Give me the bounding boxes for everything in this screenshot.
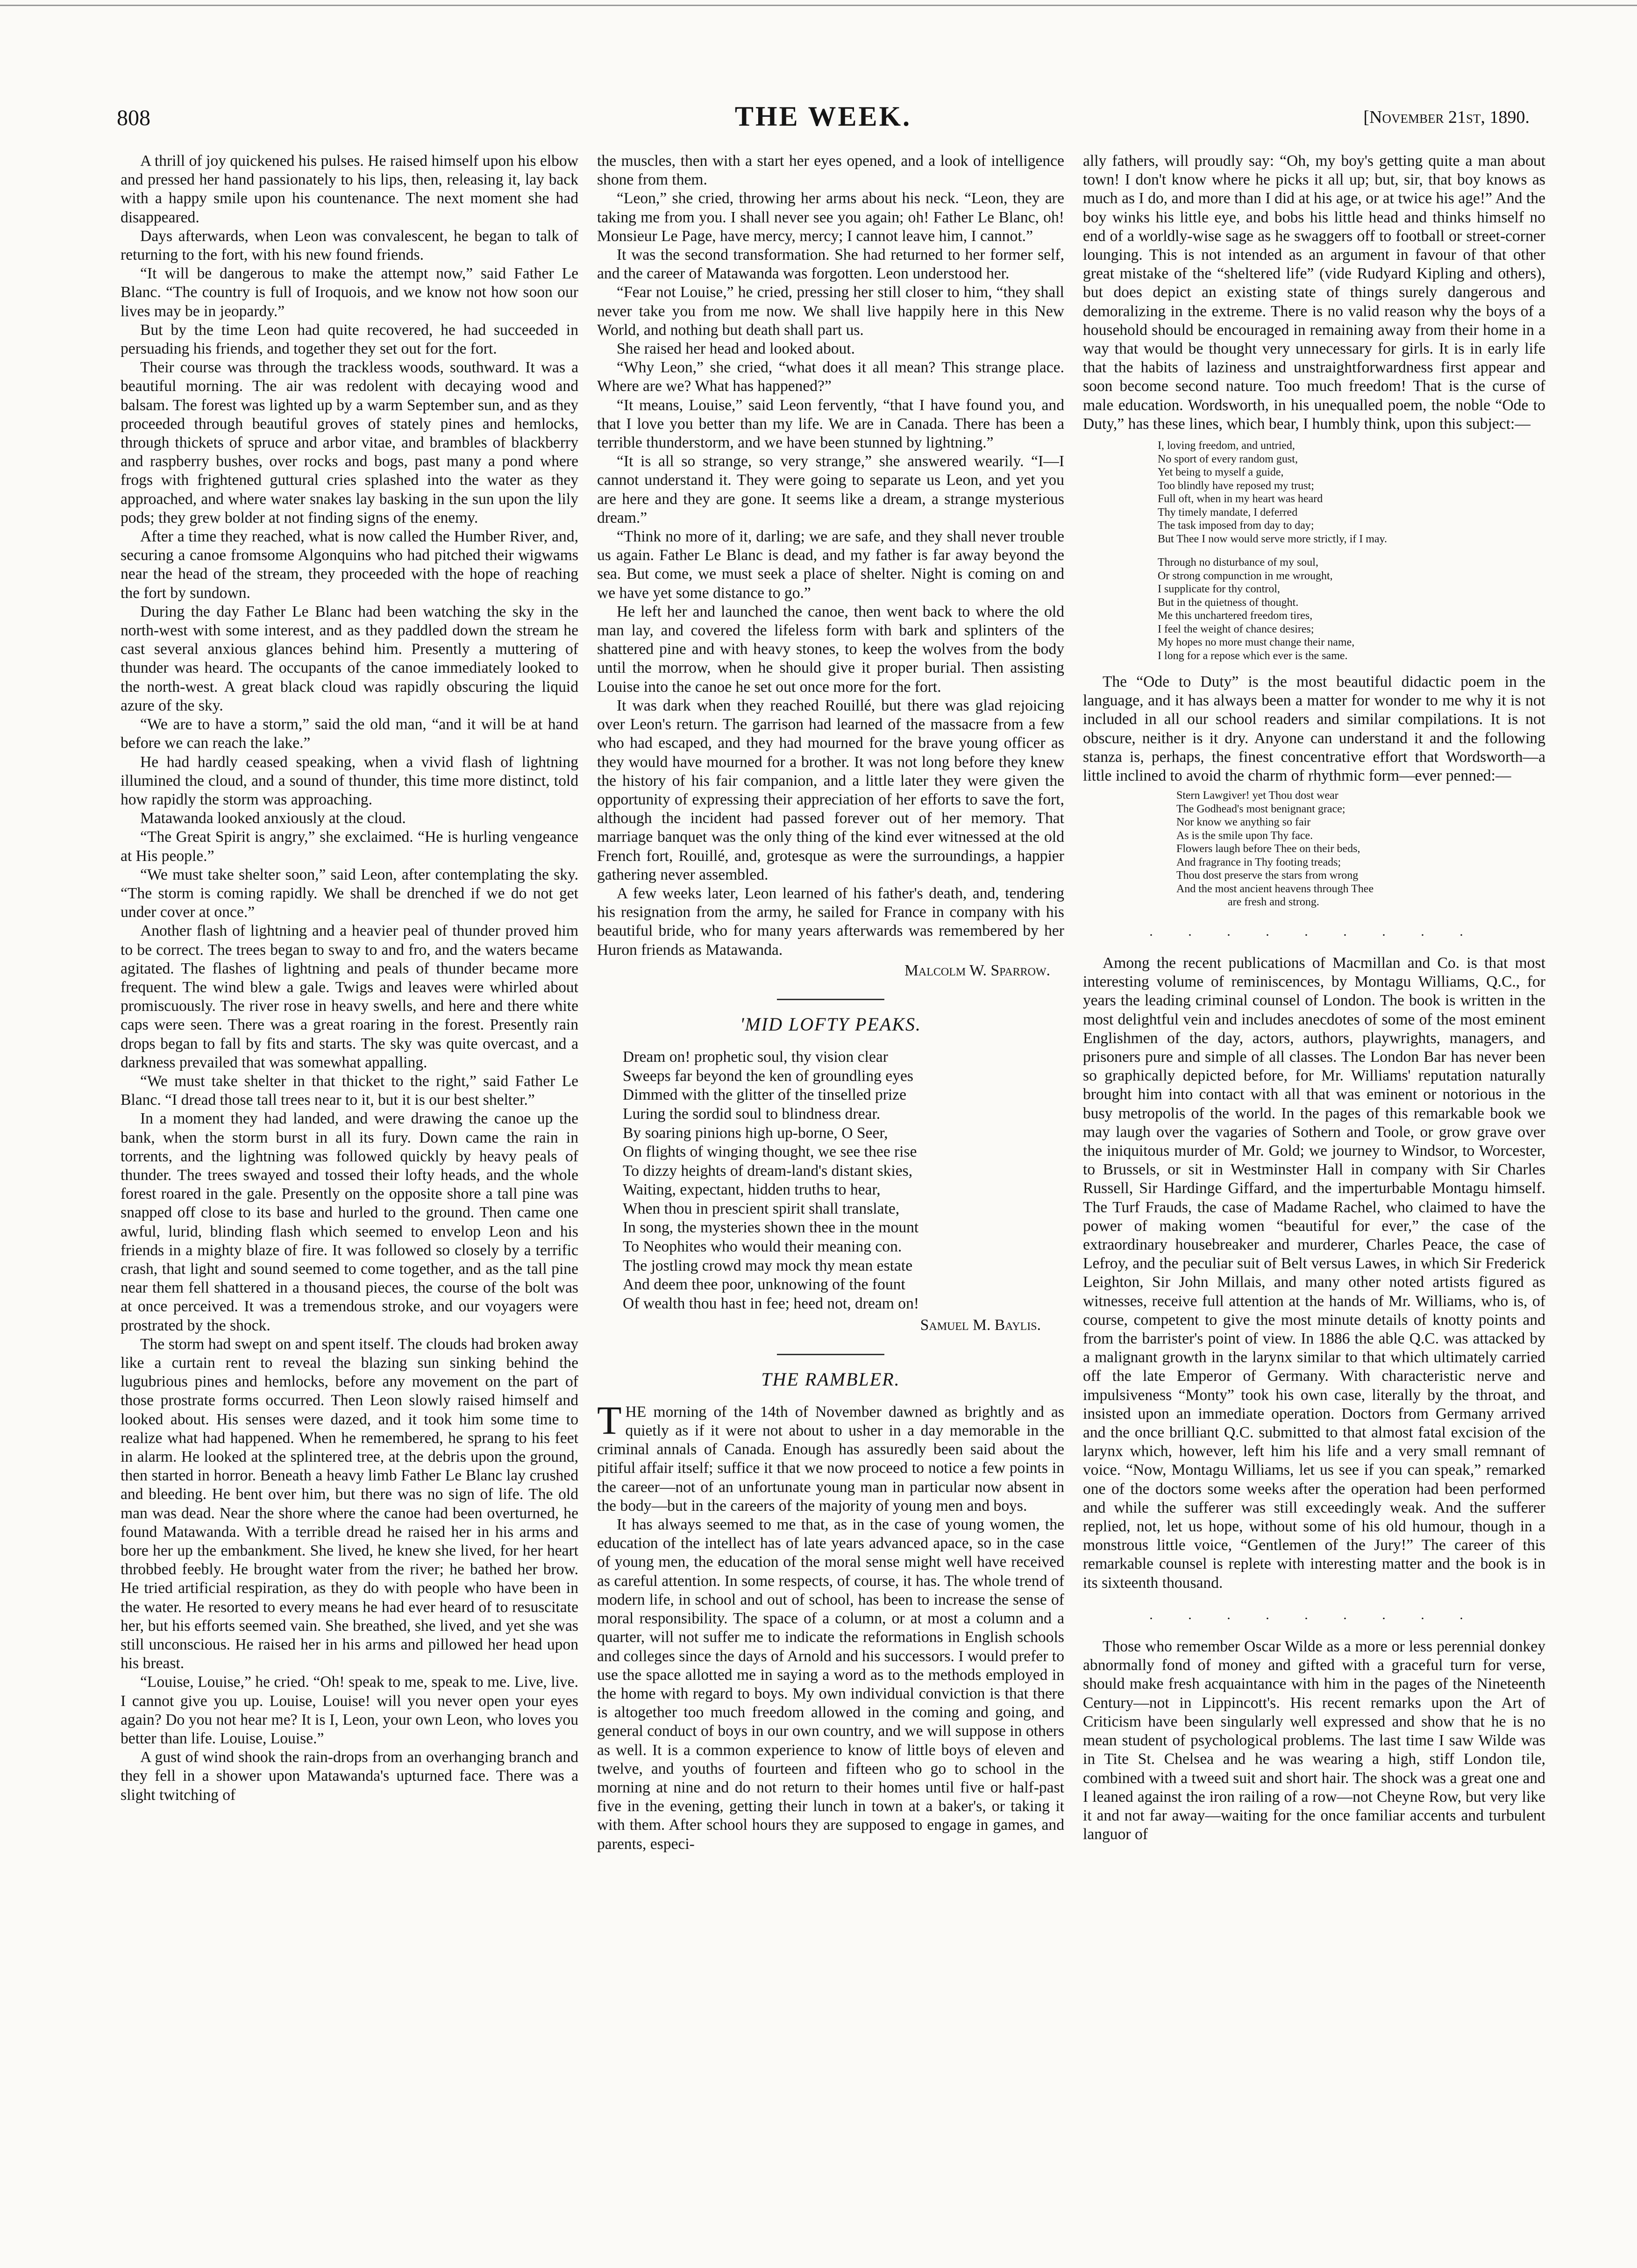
story-paragraph: “We are to have a storm,” said the old man, “and it will be at hand before we can reach the lake.” bbox=[121, 716, 578, 752]
masthead-title: THE WEEK. bbox=[734, 101, 912, 132]
verse-line: The Godhead's most benignant grace; bbox=[1176, 803, 1345, 815]
column-2 bbox=[597, 152, 1064, 2217]
top-border-line bbox=[0, 5, 1637, 6]
story-paragraph: Another flash of lightning and a heavier peal of thunder proved him to be correct. The trees began to sway to and fro, and the waters became agitated. The flashes of lightning and peals of thunder became more frequent. The wind blew a gale. Twigs and leaves were whirled about promiscuously. The river rose in heavy swells, and here and there white caps were seen. There was a great roaring in the forest. Presently rain drops began to fall by fits and starts. The sky was quite overcast, and a darkness prevailed that was somewhat appalling. bbox=[121, 922, 578, 1071]
page-header bbox=[117, 100, 1530, 138]
verse-line: But in the quietness of thought. bbox=[1158, 596, 1299, 609]
verse-line: And fragrance in Thy footing treads; bbox=[1176, 856, 1341, 868]
issue-date: [November 21st, 1890. bbox=[1363, 107, 1530, 127]
story-paragraph: Their course was through the trackless woods, southward. It was a beautiful morning. The air was redolent with decaying wood and balsam. The forest was lighted up by a warm September sun, and as they proceeded through beautiful groves of stately pines and hemlocks, through thickets of spruce and arbor vitae, and brambles of blackberry and raspberry bushes, over rocks and bogs, past many a pond where frogs with frightened guttural cries splashed into the water as they approached, and where water snakes lay basking in the sun upon the lily pods; they grew bolder at not finding signs of the enemy. bbox=[121, 359, 578, 526]
story-paragraph: “The Great Spirit is angry,” she exclaimed. “He is hurling vengeance at His people.” bbox=[121, 828, 578, 865]
rambler-text-1: HE morning of the 14th of November dawned as brightly and as quietly as if it were not about to usher in a day memorable in the criminal annals of Canada. Enough has assuredly been said about the pitiful affair itself; suffice it that we now proceed to notice a few points in the career—not of an unfortunate young man in particular now absent in the body—but in the careers of the majority of young men and boys. bbox=[597, 1403, 1064, 1514]
poem-line: Of wealth thou hast in fee; heed not, dream on! bbox=[623, 1294, 919, 1312]
story-continuation bbox=[597, 152, 1064, 960]
wilde-paragraph: Those who remember Oscar Wilde as a more or less perennial donkey abnormally fond of money and gifted with a graceful turn for verse, should make fresh acquaintance with him in the pages of the Nineteenth Century—not in Lippincott's. His recent remarks upon the Art of Criticism have been singularly well expressed and show that he is no mean student of psychological problems. The last time I saw Wilde was in Tite St. Chelsea and he was wearing a high, stiff London tile, combined with a tweed suit and short hair. The shock was a great one and I leaned against the iron railing of a row—not Cheyne Row, but very like it and not far away—waiting for the once familiar accents and turbulent languor of bbox=[1083, 1638, 1545, 1843]
story-paragraph: In a moment they had landed, and were drawing the canoe up the bank, when the storm burst in all its fury. Down came the rain in torrents, and the lightning was followed quickly by heavy peals of thunder. The trees swayed and tossed their lofty heads, and the whole forest roared in the gale. Presently on the opposite shore a tall pine was snapped off close to its base and hurled to the ground. Then came one awful, lurid, blinding flash which seemed to envelop Leon and his friends in a mighty blaze of fire. It was followed so closely by a terrific crash, that light and sound seemed to come together, and as the tall pine near them fell shattered in a thousand pieces, the course of the bolt was at once perceived. It was a tremendous stroke, and our voyagers were prostrated by the shock. bbox=[121, 1110, 578, 1334]
drop-cap: T bbox=[597, 1397, 622, 1443]
verse-line: Or strong compunction in me wrought, bbox=[1158, 569, 1333, 582]
verse-line: Too blindly have reposed my trust; bbox=[1158, 479, 1314, 492]
rambler-continuation: ally fathers, will proudly say: “Oh, my boy's getting quite a man about town! I don't know where he picks it all up; but, sir, that boy knows as much as I do, and more than I did at his age, or at twice his age!” And the boy winks his little eye, and bobs his little head and thinks himself no end of a worldly-wise sage as he swaggers off to football or street-corner lounging. This is not intended as an argument in favour of that other great mistake of the “sheltered life” (vide Rudyard Kipling and others), but does depict an existing state of things surely dangerous and demoralizing in the extreme. There is no valid reason why the boys of a household should be encouraged in remaining away from their home in a way that would be thought very unnecessary for girls. It is in early life that the habits of laziness and unstraightforwardness first appear and soon become second nature. Too much freedom! That is the curse of male education. Wordsworth, in his unequalled poem, the noble “Ode to Duty,” has these lines, which bear, I humbly think, upon this subject:— bbox=[1083, 152, 1545, 433]
poem-line: When thou in prescient spirit shall translate, bbox=[623, 1200, 900, 1217]
poem-line: To dizzy heights of dream-land's distant skies, bbox=[623, 1162, 913, 1180]
verse-line: I supplicate for thy control, bbox=[1158, 583, 1280, 596]
verse-line: I long for a repose which ever is the same. bbox=[1158, 649, 1348, 662]
poem-line: To Neophites who would their meaning con. bbox=[623, 1238, 902, 1256]
poem-line: In song, the mysteries shown thee in the mount bbox=[623, 1219, 919, 1237]
verse-line: And the most ancient heavens through Thee bbox=[1176, 882, 1374, 895]
section-divider-2 bbox=[777, 1354, 884, 1355]
story-paragraph: A few weeks later, Leon learned of his father's death, and, tendering his resignation from the army, he sailed for France in company with his beautiful bride, who for many years afterwards was remembered by her Huron friends as Matawanda. bbox=[597, 884, 1064, 959]
verse-line: Through no disturbance of my soul, bbox=[1158, 556, 1318, 569]
verse-line: I feel the weight of chance desires; bbox=[1158, 623, 1314, 635]
verse-line: are fresh and strong. bbox=[1228, 896, 1319, 909]
story-paragraph: The storm had swept on and spent itself. The clouds had broken away like a curtain rent to reveal the blazing sun sinking behind the lugubrious pines and hemlocks, before any movement on the part of those prostrate forms occurred. Then Leon slowly raised himself and looked about. His senses were dazed, and it took him some time to realize what had happened. When he remembered, he sprang to his feet in alarm. He looked at the splintered tree, at the debris upon the ground, then started in horror. Beneath a heavy limb Father Le Blanc lay crushed and bleeding. He bent over him, but there was no sign of life. The old man was dead. Near the shore where the canoe had been overturned, he found Matawanda. With a terrible dread he raised her in his arms and bore her up the embankment. She lived, he knew she lived, for her heart throbbed feebly. He brought water from the river; he bathed her brow. He tried artificial respiration, as they do with people who have been in the water. He resorted to every means he had ever heard of to resuscitate her, but his efforts seemed vain. She breathed, she lived, and yet she was still unconscious. He raised her in his arms and pillowed her head upon his breast. bbox=[121, 1335, 578, 1672]
story-paragraph: During the day Father Le Blanc had been watching the sky in the north-west with some interest, and as they paddled down the stream he cast several anxious glances behind him. Presently a muttering of thunder was heard. The occupants of the canoe immediately looked to the north-west. A great black cloud was rapidly obscuring the liquid azure of the sky. bbox=[121, 603, 578, 714]
wordsworth-verse-2 bbox=[1176, 789, 1545, 909]
poem-line: Sweeps far beyond the ken of groundling eyes bbox=[623, 1067, 913, 1085]
verse-line: I, loving freedom, and untried, bbox=[1158, 440, 1295, 452]
verse-line: Yet being to myself a guide, bbox=[1158, 466, 1284, 479]
story-paragraph: “Think no more of it, darling; we are safe, and they shall never trouble us again. Father Le Blanc is dead, and my father is far away beyond the sea. But come, we must seek a place of shelter. Night is coming on and we have yet some distance to go.” bbox=[597, 528, 1064, 602]
story-paragraph: After a time they reached, what is now called the Humber River, and, securing a canoe fromsome Algonquins who had pitched their wigwams near the head of the stream, they proceeded with the hope of reaching the fort by sundown. bbox=[121, 528, 578, 602]
rambler-paragraph-1 bbox=[597, 1397, 1064, 1515]
verse-line: But Thee I now would serve more strictly, if I may. bbox=[1158, 533, 1387, 545]
verse-line: Thy timely mandate, I deferred bbox=[1158, 506, 1298, 519]
story-paragraph: It was dark when they reached Rouillé, but there was glad rejoicing over Leon's return. The garrison had learned of the massacre from a few who had escaped, and they had mourned for the brave young officer as they would have mourned for a brother. It was not long before they knew the history of his fair companion, and a little later they were given the opportunity of expressing their appreciation of her efforts to save the fort, although the incident had passed forever out of her memory. That marriage banquet was the only thing of the kind ever witnessed at the old French fort, Rouillé, and, grotesque as were the surroundings, a happier gathering never assembled. bbox=[597, 697, 1064, 883]
rambler-paragraph-2: It has always seemed to me that, as in the case of young women, the education of the intellect has of late years advanced apace, so in the case of young men, the education of the moral sense might well have received as careful attention. In some respects, of course, it has. The whole trend of modern life, in school and out of school, has been to increase the sense of moral responsibility. The space of a column, or at most a column and a quarter, will not suffer me to indicate the reformations in English schools and colleges since the days of Arnold and his successors. I would prefer to use the space allotted me in saying a word as to the methods employed in the home with regard to boys. My own individual conviction is that there is altogether too much freedom allowed in the coming and going, and general conduct of boys in our own country, and we will suppose in others as well. It is a common experience to know of little boys of eleven and twelve, and youths of fourteen and fifteen who go to school in the morning at nine and do not return to their homes until five or half-past five in the evening, getting their lunch in town at a baker's, or taking it with them. After school hours they are supposed to engage in games, and parents, especi- bbox=[597, 1516, 1064, 1853]
verse-line: Stern Lawgiver! yet Thou dost wear bbox=[1176, 789, 1338, 802]
story-paragraph: the muscles, then with a start her eyes opened, and a look of intelligence shone from them. bbox=[597, 152, 1064, 189]
column-1 bbox=[121, 152, 578, 2217]
story-paragraph: “Fear not Louise,” he cried, pressing her still closer to him, “they shall never take you from me now. We shall live happily here in this New World, and nothing but death shall part us. bbox=[597, 284, 1064, 339]
story-paragraph: “Louise, Louise,” he cried. “Oh! speak to me, speak to me. Live, live. I cannot give you up. Louise, Louise! will you never open your eyes again? Do you not hear me? It is I, Leon, your own Leon, who loves you better than life. Louise, Louise.” bbox=[121, 1673, 578, 1748]
story-paragraph: It was the second transformation. She had returned to her former self, and the career of Matawanda was forgotten. Leon understood her. bbox=[597, 246, 1064, 283]
column-3 bbox=[1083, 152, 1545, 2217]
section-dots: . . . . . . . . . bbox=[1149, 923, 1479, 939]
story-paragraph: Matawanda looked anxiously at the cloud. bbox=[140, 810, 406, 827]
poem-body bbox=[623, 1048, 1064, 1313]
verse-line: Flowers laugh before Thee on their beds, bbox=[1176, 843, 1360, 855]
verse-line: My hopes no more must change their name, bbox=[1158, 636, 1355, 649]
section-divider bbox=[777, 999, 884, 1000]
poem-line: And deem thee poor, unknowing of the fount bbox=[623, 1276, 905, 1294]
rambler-title: THE RAMBLER. bbox=[761, 1368, 900, 1390]
williams-review: Among the recent publications of Macmillan and Co. is that most interesting volume of reminiscences, by Montagu Williams, Q.C., for years the leading criminal counsel of London. The book is written in the most delightful vein and includes anecdotes of some of the most eminent Englishmen of the day, actors, authors, playwrights, managers, and prisoners pure and simple of all classes. The London Bar has never been so graphically depicted before, for Mr. Williams' reputation naturally brought him into contact with all that was eminent or notorious in the busy metropolis of the world. In the pages of this remarkable book we may laugh over the vagaries of Sothern and Toole, or grow grave over the iniquitous murder of Mr. Gold; we journey to Windsor, to Worcester, to Brussels, or sit in Westminster Hall in company with Sir Charles Russell, Sir Hardinge Giffard, and the imperturbable Montagu himself. The Turf Frauds, the case of Madame Rachel, who claimed to have the power of making women “beautiful for ever,” the case of the extraordinary housebreaker and murderer, Charles Peace, the case of Lefroy, and the peculiar suit of Belt versus Lawes, in which Sir Frederick Leighton, Sir John Millais, and many other noted artists figured as witnesses, receive full attention at the hands of Mr. Williams, who is, of course, competent to give the most minute details of knotty points and from the barrister's point of view. In 1886 the able Q.C. was attacked by a malignant growth in the larynx similar to that which ultimately carried off the late Emperor of Germany. With characteristic nerve and impulsiveness “Monty” took his own case, literally by the throat, and insisted upon an immediate operation. Doctors from Germany arrived and the once brilliant Q.C. submitted to that almost fatal excision of the larynx which, however, left him his life and a very small remnant of voice. “Now, Montagu Williams, let us see if you can speak,” remarked one of the doctors some weeks after the operation had been performed and while the sufferer was still exceedingly weak. And the sufferer replied, not, let us hope, without some of his old humour, though in a monstrous little voice, “Gentlemen of the Jury!” The career of this remarkable counsel is replete with interesting matter and the book is in its sixteenth thousand. bbox=[1083, 954, 1545, 1592]
story-paragraph: But by the time Leon had quite recovered, he had succeeded in persuading his friends, and together they set out for the fort. bbox=[121, 321, 578, 358]
story-paragraph: Days afterwards, when Leon was convalescent, he began to talk of returning to the fort, with his new found friends. bbox=[121, 227, 578, 264]
page-number: 808 bbox=[117, 106, 150, 130]
story-paragraph: She raised her head and looked about. bbox=[617, 340, 855, 358]
verse-line: No sport of every random gust, bbox=[1158, 453, 1298, 465]
story-paragraph: “It will be dangerous to make the attempt now,” said Father Le Blanc. “The country is full of Iroquois, and we know not how soon our lives may be in jeopardy.” bbox=[121, 265, 578, 320]
story-paragraph: “It is all so strange, so very strange,” she answered wearily. “I—I cannot understand it. They were going to separate us Leon, and yet you are here and they are gone. It seems like a dream, a strange mysterious dream.” bbox=[597, 453, 1064, 526]
story-paragraph: “Leon,” she cried, throwing her arms about his neck. “Leon, they are taking me from you. I shall never see you again; oh! Father Le Blanc, oh! Monsieur Le Page, have mercy, mercy; I cannot leave him, I cannot.” bbox=[597, 190, 1064, 245]
verse-line: Full oft, when in my heart was heard bbox=[1158, 493, 1323, 505]
poem-line: On flights of winging thought, we see thee rise bbox=[623, 1143, 917, 1161]
poem-line: Dream on! prophetic soul, thy vision clear bbox=[623, 1048, 888, 1066]
verse-line: Nor know we anything so fair bbox=[1176, 816, 1311, 829]
story-paragraph: A thrill of joy quickened his pulses. He raised himself upon his elbow and pressed her hand passionately to his lips, then, releasing it, lay back with a happy smile upon his countenance. The next moment she had disappeared. bbox=[121, 152, 578, 226]
poem-signature: Samuel M. Baylis. bbox=[920, 1316, 1041, 1334]
poem-line: Dimmed with the glitter of the tinselled prize bbox=[623, 1086, 907, 1104]
story-paragraph: “Why Leon,” she cried, “what does it all mean? This strange place. Where are we? What has happened?” bbox=[597, 359, 1064, 395]
story-signature: Malcolm W. Sparrow. bbox=[904, 961, 1050, 979]
poem-line: Waiting, expectant, hidden truths to hear, bbox=[623, 1181, 881, 1199]
poem-line: By soaring pinions high up-borne, O Seer, bbox=[623, 1124, 888, 1142]
story-paragraph: “We must take shelter soon,” said Leon, after contemplating the sky. “The storm is coming rapidly. We shall be drenched if we do not get under cover at once.” bbox=[121, 866, 578, 921]
story-paragraph: “We must take shelter in that thicket to the right,” said Father Le Blanc. “I dread those tall trees near to it, but it is our best shelter.” bbox=[121, 1072, 578, 1109]
verse-stanza bbox=[1158, 556, 1545, 662]
ode-commentary: The “Ode to Duty” is the most beautiful didactic poem in the language, and it has always been a matter for wonder to me why it is not included in all our school readers and similar compilations. It is not obscure, neither is it dry. Anyone can understand it and the following stanza is, perhaps, the finest concentrative effort that Wordsworth—a little inclined to avoid the charm of rhythmic form—ever penned:— bbox=[1083, 673, 1545, 785]
story-paragraph: He left her and launched the canoe, then went back to where the old man lay, and covered the lifeless form with bark and splinters of the shattered pine and with heavy stones, to keep the wolves from the body until the morrow, when he should give it proper burial. Then assisting Louise into the canoe he set out once more for the fort. bbox=[597, 603, 1064, 696]
wordsworth-verse-1 bbox=[1158, 439, 1545, 662]
poem-line: Luring the sordid soul to blindness drear. bbox=[623, 1105, 881, 1123]
verse-line: As is the smile upon Thy face. bbox=[1176, 829, 1313, 842]
verse-line: Thou dost preserve the stars from wrong bbox=[1176, 869, 1359, 882]
section-dots-2: . . . . . . . . . bbox=[1149, 1607, 1479, 1622]
verse-line: Me this unchartered freedom tires, bbox=[1158, 610, 1313, 622]
story-paragraph: A gust of wind shook the rain-drops from an overhanging branch and they fell in a shower upon Matawanda's upturned face. There was a slight twitching of bbox=[121, 1749, 578, 1804]
poem-title: 'MID LOFTY PEAKS. bbox=[740, 1013, 922, 1035]
poem-line: The jostling crowd may mock thy mean estate bbox=[623, 1257, 913, 1274]
story-paragraph: He had hardly ceased speaking, when a vivid flash of lightning illumined the cloud, and a sound of thunder, this time more distinct, told how rapidly the storm was approaching. bbox=[121, 753, 578, 808]
verse-line: The task imposed from day to day; bbox=[1158, 519, 1314, 532]
verse-stanza bbox=[1158, 439, 1545, 546]
story-paragraph: “It means, Louise,” said Leon fervently, “that I have found you, and that I love you better than my life. We are in Canada. There has been a terrible thunderstorm, and we have been stunned by lightning.” bbox=[597, 396, 1064, 452]
